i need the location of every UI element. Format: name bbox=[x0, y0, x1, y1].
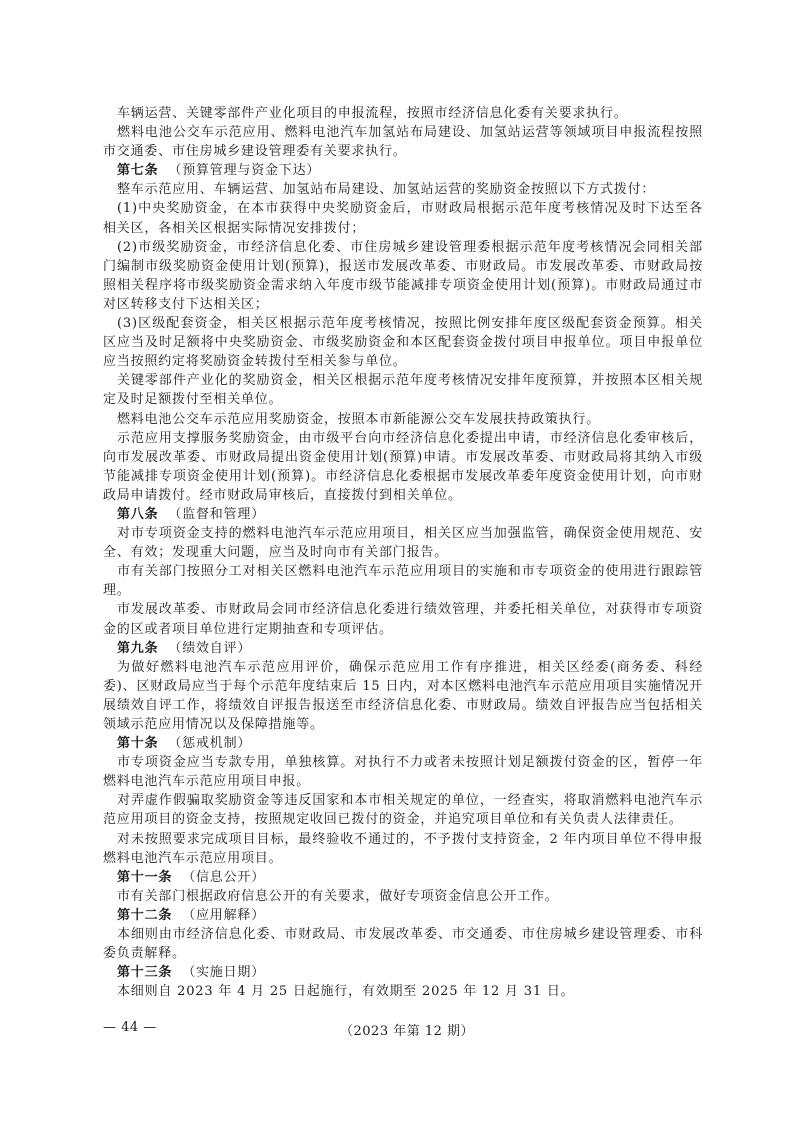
article-subtitle: （监督和管理） bbox=[168, 506, 266, 522]
page-number: — 44 — bbox=[103, 1020, 157, 1035]
article-heading bbox=[103, 868, 703, 887]
paragraph: 对弄虚作假骗取奖励资金等违反国家和本市相关规定的单位，一经查实，将取消燃料电池汽车示范应用项目的资金支持，按照规定收回已拨付的资金，并追究项目单位和有关负责人法律责任。 bbox=[103, 793, 703, 828]
article-heading bbox=[103, 906, 703, 925]
paragraph: 车辆运营、关键零部件产业化项目的申报流程，按照市经济信息化委有关要求执行。 bbox=[117, 106, 628, 121]
paragraph: 整车示范应用、车辆运营、加氢站布局建设、加氢站运营的奖励资金按照以下方式拨付： bbox=[117, 182, 656, 198]
paragraph: 对市专项资金支持的燃料电池汽车示范应用项目，相关区应当加强监管，确保资金使用规范、安全、有效；发现重大问题，应当及时向市有关部门报告。 bbox=[103, 526, 703, 561]
paragraph: 市有关部门根据政府信息公开的有关要求，做好专项资金信息公开工作。 bbox=[117, 888, 559, 904]
article-number: 第十条 bbox=[117, 736, 159, 752]
paragraph: 本细则由市经济信息化委、市财政局、市发展改革委、市交通委、市住房城乡建设管理委、市科委负责解释。 bbox=[103, 927, 703, 962]
paragraph: 为做好燃料电池汽车示范应用评价，确保示范应用工作有序推进，相关区经委(商务委、科经委)、区财政局应当于每个示范年度结束后 15 日内，对本区燃料电池汽车示范应用项目实施情况开展绩效自评工作，将绩效自评报告报送至市经济信息化委、市财政局。绩效自评报告应当包括相关领域示范应用情况以及保障措施等。 bbox=[103, 659, 703, 732]
article-number: 第九条 bbox=[117, 640, 159, 656]
paragraph: (2)市级奖励资金，市经济信息化委、市住房城乡建设管理委根据示范年度考核情况会同相关部门编制市级奖励资金使用计划(预算)，报送市发展改革委、市财政局。市发展改革委、市财政局按照相关程序将市级奖励资金需求纳入年度市级节能减排专项资金使用计划(预算)。市财政局通过市对区转移支付下达相关区； bbox=[103, 239, 703, 312]
paragraph: 对未按照要求完成项目目标，最终验收不通过的，不予拨付支持资金，2 年内项目单位不得申报燃料电池汽车示范应用项目。 bbox=[103, 831, 703, 866]
article-number: 第十二条 bbox=[117, 907, 173, 923]
article-subtitle: （预算管理与资金下达） bbox=[168, 163, 321, 179]
article-subtitle: （绩效自评） bbox=[168, 640, 252, 656]
article-heading bbox=[103, 963, 703, 982]
paragraph: 市专项资金应当专款专用，单独核算。对执行不力或者未按照计划足额拨付资金的区，暂停一年燃料电池汽车示范应用项目申报。 bbox=[103, 755, 703, 790]
article-heading bbox=[103, 639, 703, 658]
paragraph: 示范应用支撑服务奖励资金，由市级平台向市经济信息化委提出申请，市经济信息化委审核后，向市发展改革委、市财政局提出资金使用计划(预算)申请。市发展改革委、市财政局将其纳入市级节能减排专项资金使用计划(预算)。市经济信息化委根据市发展改革委年度资金使用计划，向市财政局申请拨付。经市财政局审核后，直接拨付到相关单位。 bbox=[103, 430, 703, 503]
paragraph: 关键零部件产业化的奖励资金，相关区根据示范年度考核情况安排年度预算，并按照本区相关规定及时足额拨付至相关单位。 bbox=[103, 373, 703, 408]
article-number: 第八条 bbox=[117, 506, 159, 522]
paragraph: 燃料电池公交车示范应用奖励资金，按照本市新能源公交车发展扶持政策执行。 bbox=[117, 411, 601, 427]
issue-label: （2023 年第 12 期） bbox=[340, 1024, 475, 1039]
paragraph: 燃料电池公交车示范应用、燃料电池汽车加氢站布局建设、加氢站运营等领域项目申报流程按照市交通委、市住房城乡建设管理委有关要求执行。 bbox=[103, 125, 703, 160]
paragraph: 市发展改革委、市财政局会同市经济信息化委进行绩效管理，并委托相关单位，对获得市专项资金的区或者项目单位进行定期抽查和专项评估。 bbox=[103, 602, 703, 637]
article-heading bbox=[103, 505, 703, 524]
document-body bbox=[103, 104, 703, 1001]
paragraph: 本细则自 2023 年 4 月 25 日起施行，有效期至 2025 年 12 月 31 日。 bbox=[117, 984, 575, 1000]
article-subtitle: （实施日期） bbox=[182, 965, 266, 981]
paragraph: (3)区级配套资金，相关区根据示范年度考核情况，按照比例安排年度区级配套资金预算。相关区应当及时足额将中央奖励资金、市级奖励资金和本区配套资金拨付项目申报单位。项目申报单位应当按照约定将奖励资金转拨付至相关参与单位。 bbox=[103, 316, 703, 370]
article-subtitle: （惩戒机制） bbox=[168, 736, 252, 752]
article-heading bbox=[103, 161, 703, 180]
article-subtitle: （应用解释） bbox=[182, 907, 266, 923]
paragraph: (1)中央奖励资金，在本市获得中央奖励资金后，市财政局根据示范年度考核情况及时下达至各相关区，各相关区根据实际情况安排拨付； bbox=[103, 201, 703, 236]
paragraph: 市有关部门按照分工对相关区燃料电池汽车示范应用项目的实施和市专项资金的使用进行跟踪管理。 bbox=[103, 564, 703, 599]
article-heading bbox=[103, 734, 703, 753]
article-number: 第七条 bbox=[117, 163, 159, 179]
article-number: 第十一条 bbox=[117, 869, 173, 885]
article-subtitle: （信息公开） bbox=[182, 869, 266, 885]
article-number: 第十三条 bbox=[117, 965, 173, 981]
